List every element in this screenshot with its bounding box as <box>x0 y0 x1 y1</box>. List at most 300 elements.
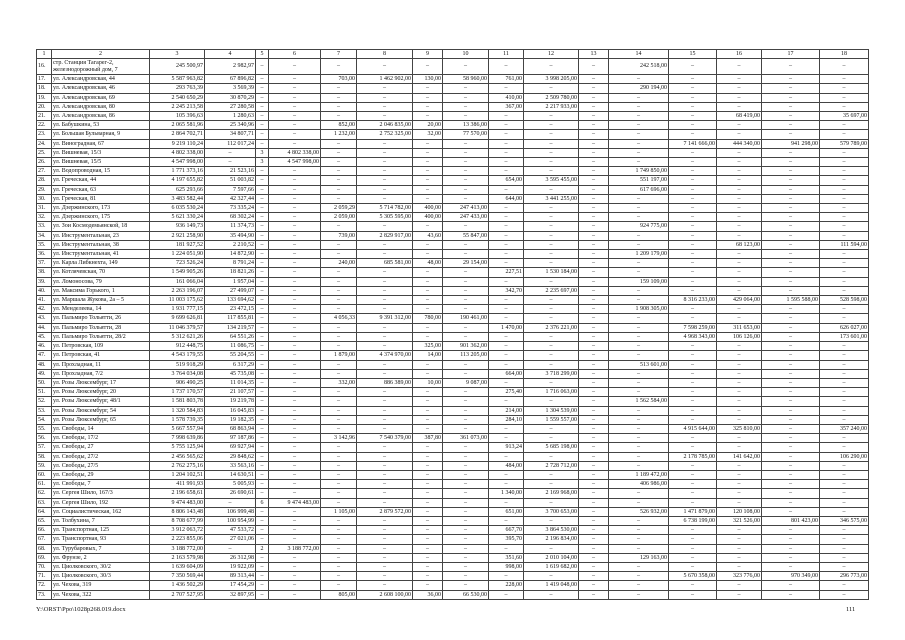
table-row <box>37 553 869 562</box>
table-row <box>37 296 869 305</box>
value-cell: 2 879 572,00 <box>357 507 413 516</box>
value-cell: – <box>489 139 524 148</box>
value-cell: – <box>579 526 609 535</box>
table-row <box>37 213 869 222</box>
address-cell: ул. Маршала Жукова, 2а – 5 <box>52 296 150 305</box>
value-cell: – <box>413 443 443 452</box>
row-number-cell: 22. <box>37 121 52 130</box>
table-row <box>37 323 869 332</box>
value-cell: 240,00 <box>321 259 357 268</box>
value-cell: – <box>489 452 524 461</box>
value-cell: – <box>443 553 489 562</box>
value-cell: – <box>762 397 820 406</box>
value-cell: 8 316 233,00 <box>669 296 717 305</box>
address-cell: ул. Карла Либкнехта, 149 <box>52 259 150 268</box>
value-cell: 7 141 666,00 <box>669 139 717 148</box>
value-cell: – <box>524 378 579 387</box>
value-cell: – <box>762 240 820 249</box>
value-cell: 5 587 963,82 <box>150 75 205 84</box>
value-cell: – <box>256 590 269 599</box>
value-cell: – <box>321 268 357 277</box>
row-number-cell: 36. <box>37 250 52 259</box>
address-cell: ул. Прохладная, 7/2 <box>52 369 150 378</box>
value-cell: 5 714 782,00 <box>357 204 413 213</box>
value-cell: – <box>413 176 443 185</box>
value-cell: 21 107,57 <box>205 388 256 397</box>
value-cell: – <box>489 121 524 130</box>
value-cell: – <box>413 286 443 295</box>
value-cell: – <box>269 231 321 240</box>
value-cell: – <box>256 204 269 213</box>
value-cell: – <box>489 342 524 351</box>
value-cell: – <box>443 185 489 194</box>
value-cell: 7 598 259,00 <box>669 323 717 332</box>
value-cell: 7 350 569,44 <box>150 572 205 581</box>
value-cell: – <box>413 507 443 516</box>
value-cell: 47 533,72 <box>205 526 256 535</box>
value-cell: 159 109,00 <box>609 277 669 286</box>
value-cell: 19 922,09 <box>205 562 256 571</box>
value-cell: 11 086,75 <box>205 342 256 351</box>
footer-file-path: Y:\ORST\Ppo\1028p268.019.docx <box>36 606 126 613</box>
value-cell: – <box>579 323 609 332</box>
value-cell: – <box>669 130 717 139</box>
value-cell: – <box>609 75 669 84</box>
address-cell: ул. Александровская, 80 <box>52 102 150 111</box>
value-cell: 4 197 655,82 <box>150 176 205 185</box>
table-row <box>37 544 869 553</box>
table-row <box>37 443 869 452</box>
value-cell: – <box>579 139 609 148</box>
value-cell: – <box>413 148 443 157</box>
table-row <box>37 148 869 157</box>
value-cell: – <box>489 167 524 176</box>
value-cell: 1 595 588,00 <box>762 296 820 305</box>
value-cell: – <box>579 562 609 571</box>
value-cell: 14 872,90 <box>205 250 256 259</box>
row-number-cell: 39. <box>37 277 52 286</box>
value-cell: 7 540 379,00 <box>357 434 413 443</box>
value-cell: – <box>269 277 321 286</box>
value-cell: 321 526,00 <box>717 516 762 525</box>
value-cell: 181 927,52 <box>150 240 205 249</box>
value-cell: – <box>820 158 869 167</box>
value-cell: – <box>357 268 413 277</box>
table-row <box>37 470 869 479</box>
value-cell: – <box>579 351 609 360</box>
value-cell: – <box>669 84 717 93</box>
row-number-cell: 16. <box>37 59 52 75</box>
header-cell: 14 <box>609 50 669 59</box>
value-cell: – <box>820 222 869 231</box>
address-cell: ул. Греческая, 63 <box>52 185 150 194</box>
value-cell: 4 543 179,55 <box>150 351 205 360</box>
value-cell: – <box>609 351 669 360</box>
value-cell: – <box>269 590 321 599</box>
address-cell: ул. Чехова, 322 <box>52 590 150 599</box>
value-cell: – <box>820 562 869 571</box>
value-cell: – <box>357 167 413 176</box>
value-cell: 68 863,94 <box>205 424 256 433</box>
value-cell: – <box>579 572 609 581</box>
value-cell: – <box>524 250 579 259</box>
value-cell: – <box>717 222 762 231</box>
value-cell: – <box>357 406 413 415</box>
value-cell: 4 915 644,00 <box>669 424 717 433</box>
value-cell: – <box>269 167 321 176</box>
value-cell: 400,00 <box>413 213 443 222</box>
table-row <box>37 562 869 571</box>
value-cell: – <box>269 351 321 360</box>
value-cell: – <box>413 296 443 305</box>
value-cell: – <box>669 470 717 479</box>
value-cell: – <box>579 240 609 249</box>
value-cell: 6 317,29 <box>205 360 256 369</box>
value-cell: – <box>256 516 269 525</box>
value-cell: 1 204 102,51 <box>150 470 205 479</box>
value-cell: – <box>669 415 717 424</box>
value-cell: – <box>321 406 357 415</box>
value-cell: – <box>321 84 357 93</box>
value-cell: 852,00 <box>321 121 357 130</box>
value-cell: 2 540 650,29 <box>150 93 205 102</box>
value-cell: – <box>609 498 669 507</box>
address-cell: ул. Фрунзе, 2 <box>52 553 150 562</box>
value-cell: – <box>669 498 717 507</box>
value-cell: – <box>256 323 269 332</box>
value-cell: – <box>413 277 443 286</box>
value-cell: – <box>443 498 489 507</box>
value-cell: 27 499,07 <box>205 286 256 295</box>
value-cell: – <box>717 470 762 479</box>
value-cell: – <box>269 489 321 498</box>
value-cell: – <box>443 296 489 305</box>
row-number-cell: 53. <box>37 406 52 415</box>
value-cell: – <box>357 323 413 332</box>
row-number-cell: 41. <box>37 296 52 305</box>
value-cell: – <box>717 148 762 157</box>
value-cell: – <box>579 581 609 590</box>
value-cell: – <box>820 378 869 387</box>
value-cell: – <box>357 148 413 157</box>
value-cell: – <box>669 75 717 84</box>
value-cell: – <box>669 581 717 590</box>
value-cell: – <box>321 139 357 148</box>
value-cell: – <box>443 388 489 397</box>
value-cell: 2 376 221,00 <box>524 323 579 332</box>
value-cell: – <box>256 470 269 479</box>
row-number-cell: 20. <box>37 102 52 111</box>
value-cell: – <box>579 102 609 111</box>
value-cell: – <box>762 231 820 240</box>
address-cell: ул. Транспортная, 125 <box>52 526 150 535</box>
table-row <box>37 388 869 397</box>
value-cell: 2 921 258,90 <box>150 231 205 240</box>
table-row <box>37 305 869 314</box>
value-cell: 664,00 <box>489 369 524 378</box>
value-cell: – <box>669 544 717 553</box>
table-row <box>37 461 869 470</box>
value-cell: – <box>443 369 489 378</box>
value-cell: – <box>413 240 443 249</box>
value-cell: – <box>357 480 413 489</box>
value-cell: 4 547 998,00 <box>150 158 205 167</box>
table-row <box>37 498 869 507</box>
value-cell: – <box>443 250 489 259</box>
value-cell: 68 123,00 <box>717 240 762 249</box>
value-cell: 551 197,00 <box>609 176 669 185</box>
value-cell: 105 396,63 <box>150 112 205 121</box>
value-cell: 9 699 626,81 <box>150 314 205 323</box>
header-cell: 3 <box>150 50 205 59</box>
address-cell: ул. Пальмиро Тольятти, 26 <box>52 314 150 323</box>
value-cell: – <box>357 470 413 479</box>
table-row <box>37 112 869 121</box>
value-cell: – <box>269 470 321 479</box>
value-cell: – <box>820 342 869 351</box>
value-cell: – <box>413 470 443 479</box>
value-cell: 5 670 358,00 <box>669 572 717 581</box>
value-cell: – <box>717 59 762 75</box>
value-cell: – <box>820 507 869 516</box>
value-cell: 1 771 373,16 <box>150 167 205 176</box>
value-cell: – <box>443 470 489 479</box>
value-cell: – <box>269 516 321 525</box>
value-cell: 106 290,00 <box>820 452 869 461</box>
address-cell: ул. Социалистическая, 162 <box>52 507 150 516</box>
value-cell: 2 235 697,00 <box>524 286 579 295</box>
value-cell: – <box>489 84 524 93</box>
data-table-container <box>36 49 868 600</box>
value-cell: – <box>413 544 443 553</box>
value-cell: 55 204,55 <box>205 351 256 360</box>
value-cell: – <box>489 305 524 314</box>
value-cell: 3 441 255,00 <box>524 194 579 203</box>
value-cell: – <box>609 314 669 323</box>
value-cell: – <box>321 424 357 433</box>
value-cell: 1 530 184,00 <box>524 268 579 277</box>
value-cell: 780,00 <box>413 314 443 323</box>
value-cell: – <box>669 93 717 102</box>
value-cell: – <box>762 360 820 369</box>
value-cell: 685 581,00 <box>357 259 413 268</box>
value-cell: – <box>524 148 579 157</box>
value-cell: 67 896,82 <box>205 75 256 84</box>
table-row <box>37 590 869 599</box>
value-cell: – <box>609 204 669 213</box>
value-cell: – <box>762 185 820 194</box>
value-cell: – <box>579 314 609 323</box>
value-cell: 1 639 604,09 <box>150 562 205 571</box>
value-cell: – <box>609 296 669 305</box>
value-cell: – <box>669 314 717 323</box>
value-cell: – <box>269 222 321 231</box>
value-cell: 323 776,00 <box>717 572 762 581</box>
value-cell: – <box>357 84 413 93</box>
value-cell: – <box>820 250 869 259</box>
value-cell: – <box>524 360 579 369</box>
value-cell: – <box>357 369 413 378</box>
value-cell: – <box>762 590 820 599</box>
value-cell: 26 312,98 <box>205 553 256 562</box>
value-cell: – <box>413 526 443 535</box>
value-cell: 3 912 063,72 <box>150 526 205 535</box>
row-number-cell: 17. <box>37 75 52 84</box>
value-cell: – <box>524 470 579 479</box>
value-cell: 284,10 <box>489 415 524 424</box>
value-cell: – <box>820 360 869 369</box>
value-cell: – <box>609 332 669 341</box>
value-cell: 8 791,24 <box>205 259 256 268</box>
value-cell: – <box>357 415 413 424</box>
value-cell: – <box>609 572 669 581</box>
value-cell: 1 578 739,35 <box>150 415 205 424</box>
value-cell: – <box>669 535 717 544</box>
value-cell: – <box>321 167 357 176</box>
value-cell: 66 530,00 <box>443 590 489 599</box>
value-cell: – <box>489 480 524 489</box>
table-row <box>37 167 869 176</box>
value-cell: – <box>269 323 321 332</box>
value-cell: – <box>669 176 717 185</box>
value-cell: 1 879,00 <box>321 351 357 360</box>
value-cell: – <box>762 553 820 562</box>
address-cell: ул. Транспортная, 93 <box>52 535 150 544</box>
value-cell: 2 059,00 <box>321 213 357 222</box>
value-cell: – <box>609 452 669 461</box>
value-cell: – <box>669 102 717 111</box>
value-cell: – <box>413 516 443 525</box>
value-cell: – <box>609 231 669 240</box>
value-cell: – <box>256 222 269 231</box>
value-cell: – <box>524 305 579 314</box>
value-cell: 18 821,26 <box>205 268 256 277</box>
value-cell: – <box>489 351 524 360</box>
value-cell: – <box>717 406 762 415</box>
value-cell: – <box>321 59 357 75</box>
value-cell: 58 960,00 <box>443 75 489 84</box>
value-cell: – <box>717 75 762 84</box>
address-cell: ул. Петровская, 41 <box>52 351 150 360</box>
value-cell: – <box>717 581 762 590</box>
value-cell: – <box>579 480 609 489</box>
value-cell: – <box>489 572 524 581</box>
value-cell: – <box>669 553 717 562</box>
value-cell: – <box>321 388 357 397</box>
value-cell: – <box>321 93 357 102</box>
value-cell: – <box>669 461 717 470</box>
value-cell: 245 500,97 <box>150 59 205 75</box>
value-cell: – <box>269 130 321 139</box>
value-cell: – <box>762 562 820 571</box>
address-cell: ул. Турубаровых, 7 <box>52 544 150 553</box>
value-cell: – <box>579 75 609 84</box>
row-number-cell: 30. <box>37 194 52 203</box>
table-row <box>37 572 869 581</box>
value-cell: – <box>524 480 579 489</box>
header-cell: 4 <box>205 50 256 59</box>
value-cell: – <box>579 185 609 194</box>
value-cell: – <box>489 332 524 341</box>
value-cell: 739,00 <box>321 231 357 240</box>
header-cell: 11 <box>489 50 524 59</box>
table-row <box>37 434 869 443</box>
value-cell: 2 196 658,61 <box>150 489 205 498</box>
value-cell: – <box>321 250 357 259</box>
value-cell: – <box>269 406 321 415</box>
value-cell: – <box>579 121 609 130</box>
value-cell: 242 518,00 <box>609 59 669 75</box>
value-cell: 1 340,00 <box>489 489 524 498</box>
table-row <box>37 314 869 323</box>
value-cell: – <box>762 121 820 130</box>
value-cell: – <box>579 296 609 305</box>
value-cell: – <box>269 75 321 84</box>
value-cell: – <box>321 158 357 167</box>
value-cell: 3 998 205,00 <box>524 75 579 84</box>
value-cell: – <box>762 378 820 387</box>
value-cell: – <box>256 406 269 415</box>
value-cell: – <box>269 526 321 535</box>
value-cell: – <box>820 167 869 176</box>
value-cell: 4 802 338,00 <box>269 148 321 157</box>
header-cell: 12 <box>524 50 579 59</box>
value-cell: – <box>579 535 609 544</box>
value-cell: – <box>820 480 869 489</box>
value-cell: – <box>820 461 869 470</box>
value-cell: – <box>762 369 820 378</box>
value-cell: 444 340,00 <box>717 139 762 148</box>
value-cell: 8 806 143,48 <box>150 507 205 516</box>
value-cell: – <box>321 516 357 525</box>
value-cell: – <box>357 102 413 111</box>
value-cell: – <box>609 139 669 148</box>
value-cell: – <box>443 102 489 111</box>
value-cell: – <box>609 461 669 470</box>
address-cell: ул. Свободы, 27 <box>52 443 150 452</box>
footer-page-number: 111 <box>846 606 856 613</box>
value-cell: – <box>489 544 524 553</box>
value-cell: – <box>256 240 269 249</box>
value-cell: – <box>357 342 413 351</box>
value-cell: – <box>489 470 524 479</box>
row-number-cell: 23. <box>37 130 52 139</box>
address-cell: ул. Свободы, 27/5 <box>52 461 150 470</box>
row-number-cell: 59. <box>37 461 52 470</box>
value-cell: – <box>321 415 357 424</box>
value-cell: – <box>413 112 443 121</box>
value-cell: 1 957,04 <box>205 277 256 286</box>
value-cell: – <box>443 452 489 461</box>
value-cell: – <box>269 176 321 185</box>
value-cell: 1 931 777,15 <box>150 305 205 314</box>
value-cell: 2 169 968,00 <box>524 489 579 498</box>
address-cell: ул. Александровская, 46 <box>52 84 150 93</box>
value-cell: – <box>524 424 579 433</box>
value-cell: – <box>820 84 869 93</box>
value-cell: 113 205,00 <box>443 351 489 360</box>
value-cell: – <box>489 277 524 286</box>
address-cell: ул. Вишневая, 15/3 <box>52 148 150 157</box>
value-cell: 36,00 <box>413 590 443 599</box>
value-cell: – <box>524 452 579 461</box>
value-cell: – <box>489 250 524 259</box>
value-cell: – <box>717 360 762 369</box>
table-row <box>37 489 869 498</box>
value-cell: – <box>609 526 669 535</box>
address-cell: ул. Свободы, 29 <box>52 470 150 479</box>
value-cell: – <box>357 222 413 231</box>
